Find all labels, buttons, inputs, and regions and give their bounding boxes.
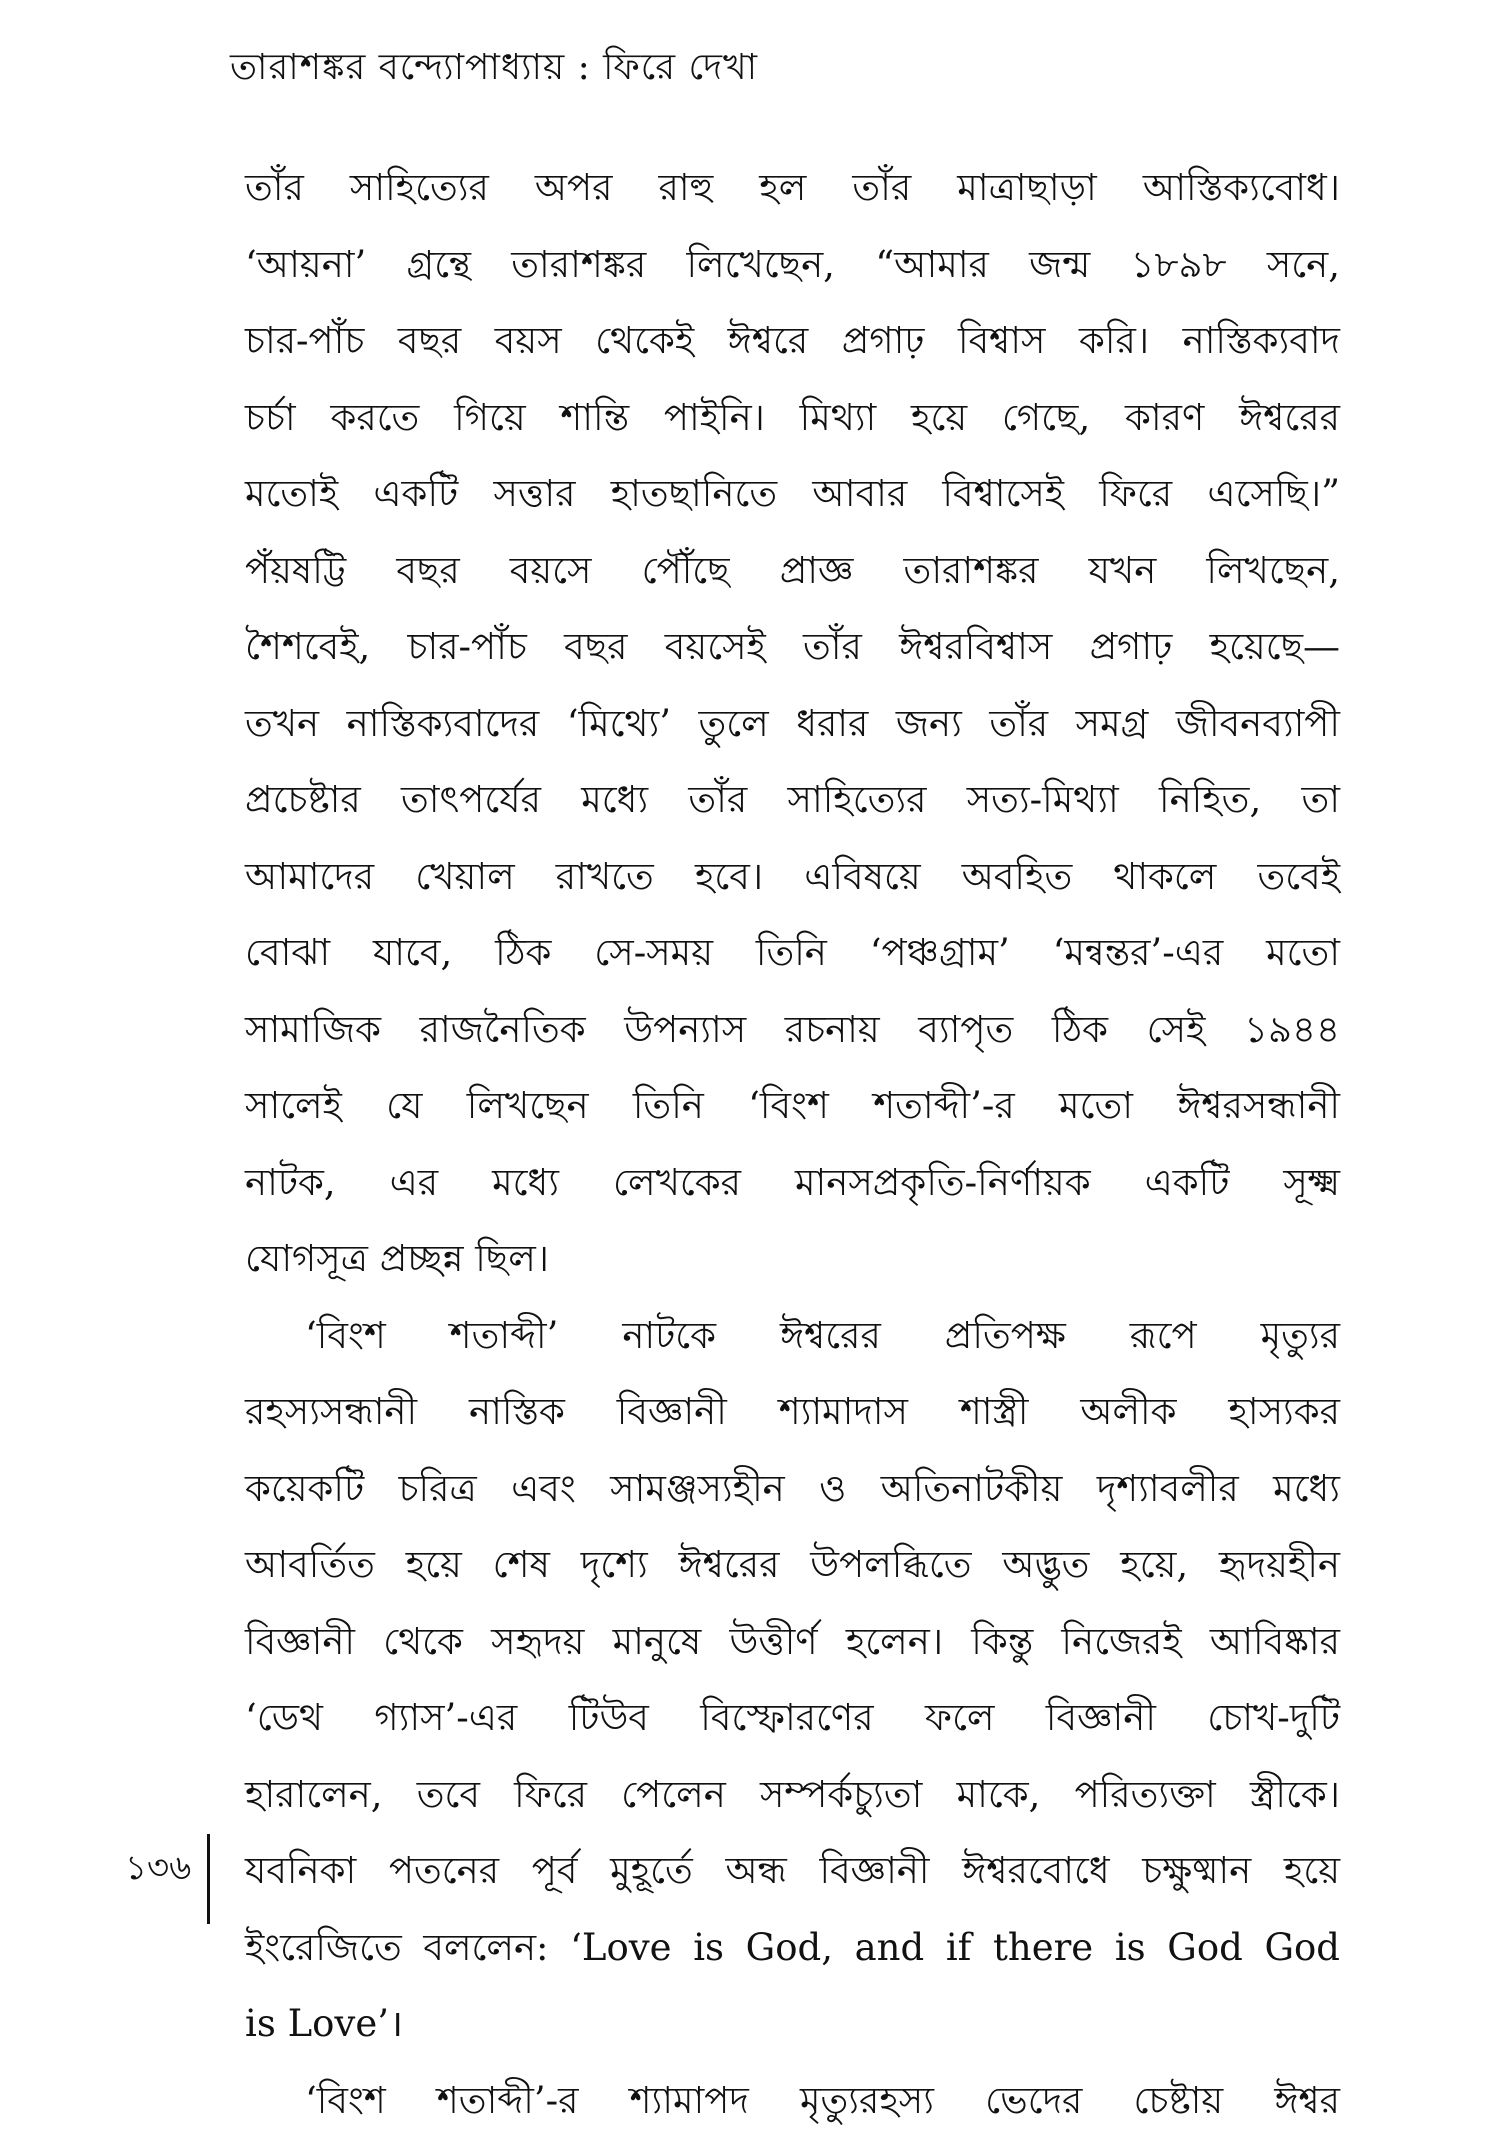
- text-line: ‘বিংশ শতাব্দী’-র শ্যামাপদ মৃত্যুরহস্য ভেদের চেষ্টায় ঈশ্বর: [245, 2063, 1340, 2139]
- text-line: সামাজিক রাজনৈতিক উপন্যাস রচনায় ব্যাপৃত ঠিক সেই ১৯৪৪: [245, 992, 1340, 1069]
- text-line: ‘বিংশ শতাব্দী’ নাটকে ঈশ্বরের প্রতিপক্ষ রূপে মৃত্যুর: [245, 1298, 1340, 1375]
- text-line: যোগসূত্র প্রচ্ছন্ন ছিল।: [245, 1221, 1340, 1298]
- text-line: বোঝা যাবে, ঠিক সে-সময় তিনি ‘পঞ্চগ্রাম’ ‘মন্বন্তর’-এর মতো: [245, 915, 1340, 992]
- text-line: যবনিকা পতনের পূর্ব মুহূর্তে অন্ধ বিজ্ঞানী ঈশ্বরবোধে চক্ষুষ্মান হয়ে: [245, 1833, 1340, 1910]
- text-line: পঁয়ষট্টি বছর বয়সে পৌঁছে প্রাজ্ঞ তারাশঙ্কর যখন লিখছেন,: [245, 533, 1340, 610]
- text-line: তাঁর সাহিত্যের অপর রাহু হল তাঁর মাত্রাছাড়া আস্তিক্যবোধ।: [245, 150, 1340, 227]
- text-line: বিজ্ঞানী থেকে সহৃদয় মানুষে উত্তীর্ণ হলেন। কিন্তু নিজেরই আবিষ্কার: [245, 1604, 1340, 1681]
- text-line: মতোই একটি সত্তার হাতছানিতে আবার বিশ্বাসেই ফিরে এসেছি।”: [245, 456, 1340, 533]
- text-line: কয়েকটি চরিত্র এবং সামঞ্জস্যহীন ও অতিনাটকীয় দৃশ্যাবলীর মধ্যে: [245, 1451, 1340, 1528]
- text-line: সালেই যে লিখছেন তিনি ‘বিংশ শতাব্দী’-র মতো ঈশ্বরসন্ধানী: [245, 1068, 1340, 1145]
- text-line: ‘আয়না’ গ্রন্থে তারাশঙ্কর লিখেছেন, “আমার জন্ম ১৮৯৮ সনে,: [245, 227, 1340, 304]
- text-line: তখন নাস্তিক্যবাদের ‘মিথ্যে’ তুলে ধরার জন্য তাঁর সমগ্র জীবনব্যাপী: [245, 686, 1340, 763]
- text-line: ‘ডেথ গ্যাস’-এর টিউব বিস্ফোরণের ফলে বিজ্ঞানী চোখ-দুটি: [245, 1680, 1340, 1757]
- text-line: শৈশবেই, চার-পাঁচ বছর বয়সেই তাঁর ঈশ্বরবিশ্বাস প্রগাঢ় হয়েছে—: [245, 609, 1340, 686]
- text-line: is Love’।: [245, 1986, 1340, 2063]
- text-line: নাটক, এর মধ্যে লেখকের মানসপ্রকৃতি-নির্ণায়ক একটি সূক্ষ্ম: [245, 1145, 1340, 1222]
- folio-divider: [207, 1834, 210, 1924]
- text-line: প্রচেষ্টার তাৎপর্যের মধ্যে তাঁর সাহিত্যের সত্য-মিথ্যা নিহিত, তা: [245, 762, 1340, 839]
- running-head: তারাশঙ্কর বন্দ্যোপাধ্যায় : ফিরে দেখা: [230, 40, 758, 100]
- text-line: হারালেন, তবে ফিরে পেলেন সম্পর্কচ্যুতা মাকে, পরিত্যক্তা স্ত্রীকে।: [245, 1757, 1340, 1834]
- page-number: ১৩৬: [125, 1842, 191, 1899]
- text-line: আবর্তিত হয়ে শেষ দৃশ্যে ঈশ্বরের উপলব্ধিতে অদ্ভুত হয়ে, হৃদয়হীন: [245, 1527, 1340, 1604]
- text-line: চর্চা করতে গিয়ে শান্তি পাইনি। মিথ্যা হয়ে গেছে, কারণ ঈশ্বরের: [245, 380, 1340, 457]
- body-text: [245, 150, 1340, 2139]
- text-line: আমাদের খেয়াল রাখতে হবে। এবিষয়ে অবহিত থাকলে তবেই: [245, 839, 1340, 916]
- text-line: ইংরেজিতে বললেন: ‘Love is God, and if there is God God: [245, 1910, 1340, 1987]
- text-line: চার-পাঁচ বছর বয়স থেকেই ঈশ্বরে প্রগাঢ় বিশ্বাস করি। নাস্তিক্যবাদ: [245, 303, 1340, 380]
- text-line: রহস্যসন্ধানী নাস্তিক বিজ্ঞানী শ্যামাদাস শাস্ত্রী অলীক হাস্যকর: [245, 1374, 1340, 1451]
